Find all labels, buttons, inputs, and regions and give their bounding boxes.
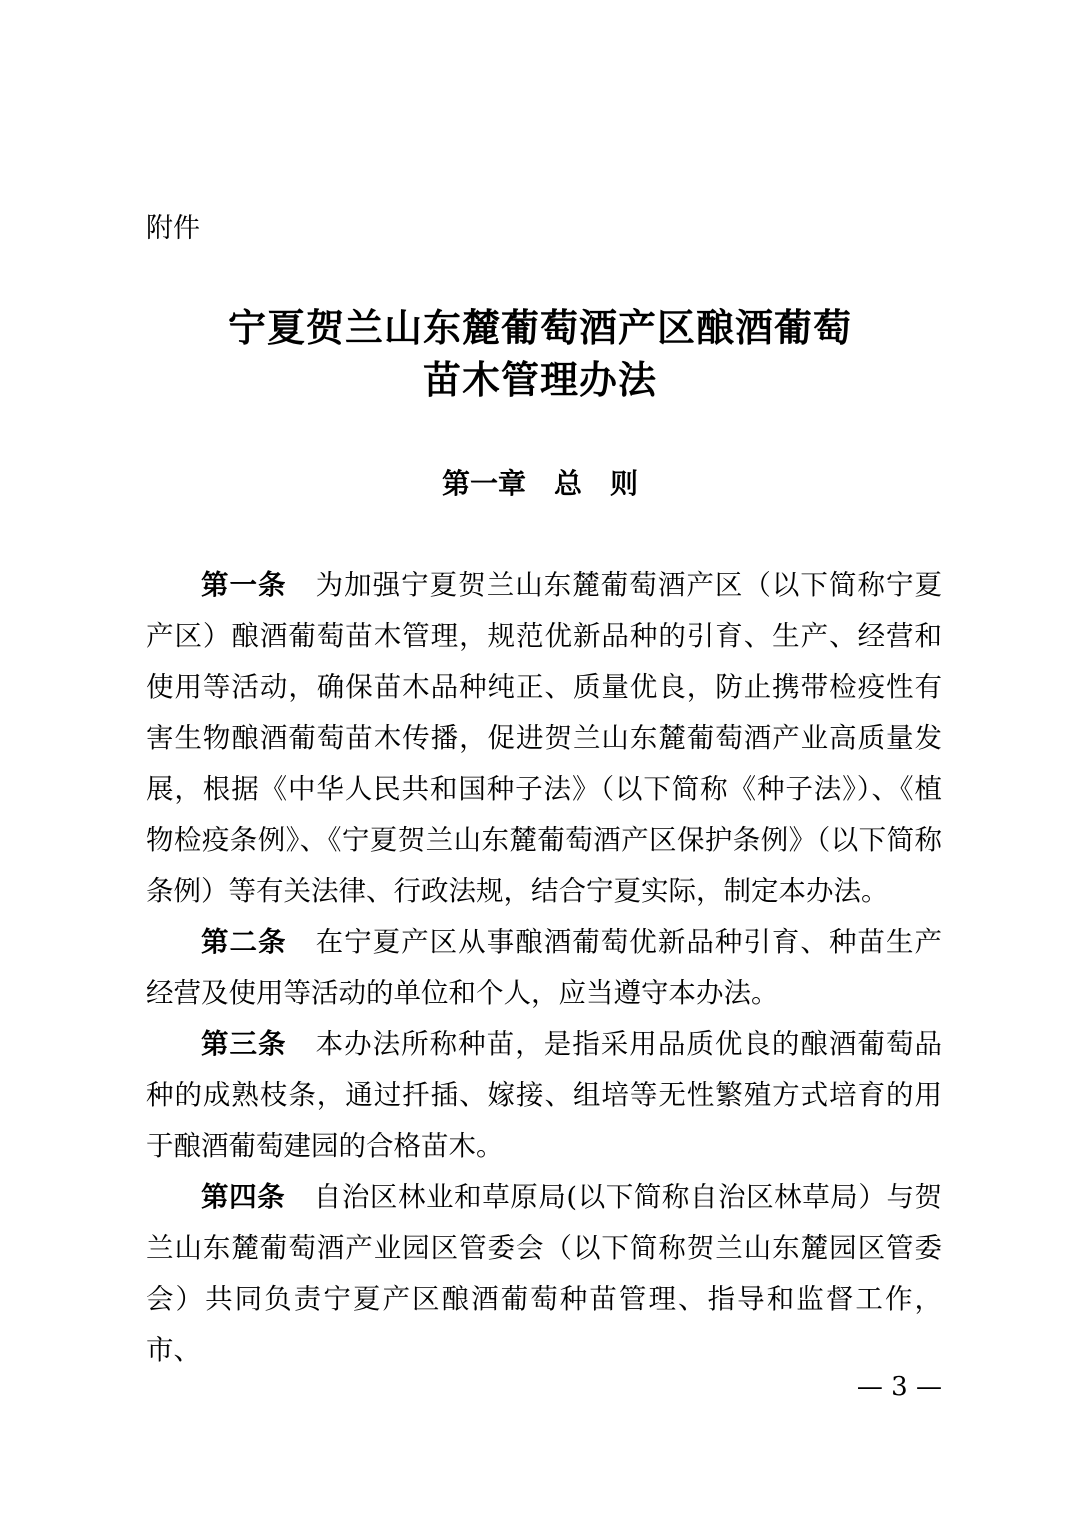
attachment-label: 附件 xyxy=(146,213,200,244)
document-title-line-2: 苗木管理办法 xyxy=(422,357,657,402)
document-body xyxy=(146,560,942,1376)
page-number: — 3 — xyxy=(856,1372,942,1402)
article-number: 第四条 xyxy=(201,1181,286,1213)
article-text: 为加强宁夏贺兰山东麓葡萄酒产区（以下简称宁夏产区）酿酒葡萄苗木管理，规范优新品种的引育、生产、经营和使用等活动，确保苗木品种纯正、质量优良，防止携带检疫性有害生物酿酒葡萄苗木传播，促进贺兰山东麓葡萄酒产业高质量发展，根据《中华人民共和国种子法》（以下简称《种子法》）、《植物检疫条例》、《宁夏贺兰山东麓葡萄酒产区保护条例》（以下简称条例）等有关法律、行政法规，结合宁夏实际，制定本办法。 xyxy=(146,569,943,907)
article-paragraph xyxy=(146,560,942,917)
article-text: 自治区林业和草原局(以下简称自治区林草局）与贺兰山东麓葡萄酒产业园区管委会（以下简称贺兰山东麓园区管委会）共同负责宁夏产区酿酒葡萄种苗管理、指导和监督工作，市、 xyxy=(146,1181,943,1366)
chapter-title: 第一章 总 则 xyxy=(441,467,638,500)
article-text: 在宁夏产区从事酿酒葡萄优新品种引育、种苗生产经营及使用等活动的单位和个人，应当遵守本办法。 xyxy=(146,926,943,1009)
article-number: 第一条 xyxy=(201,569,287,601)
article-paragraph xyxy=(146,1172,942,1376)
article-paragraph xyxy=(146,917,942,1019)
article-text: 本办法所称种苗，是指采用品质优良的酿酒葡萄品种的成熟枝条，通过扦插、嫁接、组培等无性繁殖方式培育的用于酿酒葡萄建园的合格苗木。 xyxy=(146,1028,943,1162)
article-number: 第二条 xyxy=(201,926,287,958)
document-title-line-1: 宁夏贺兰山东麓葡萄酒产区酿酒葡萄 xyxy=(227,305,852,350)
article-paragraph xyxy=(146,1019,942,1172)
article-number: 第三条 xyxy=(201,1028,287,1060)
